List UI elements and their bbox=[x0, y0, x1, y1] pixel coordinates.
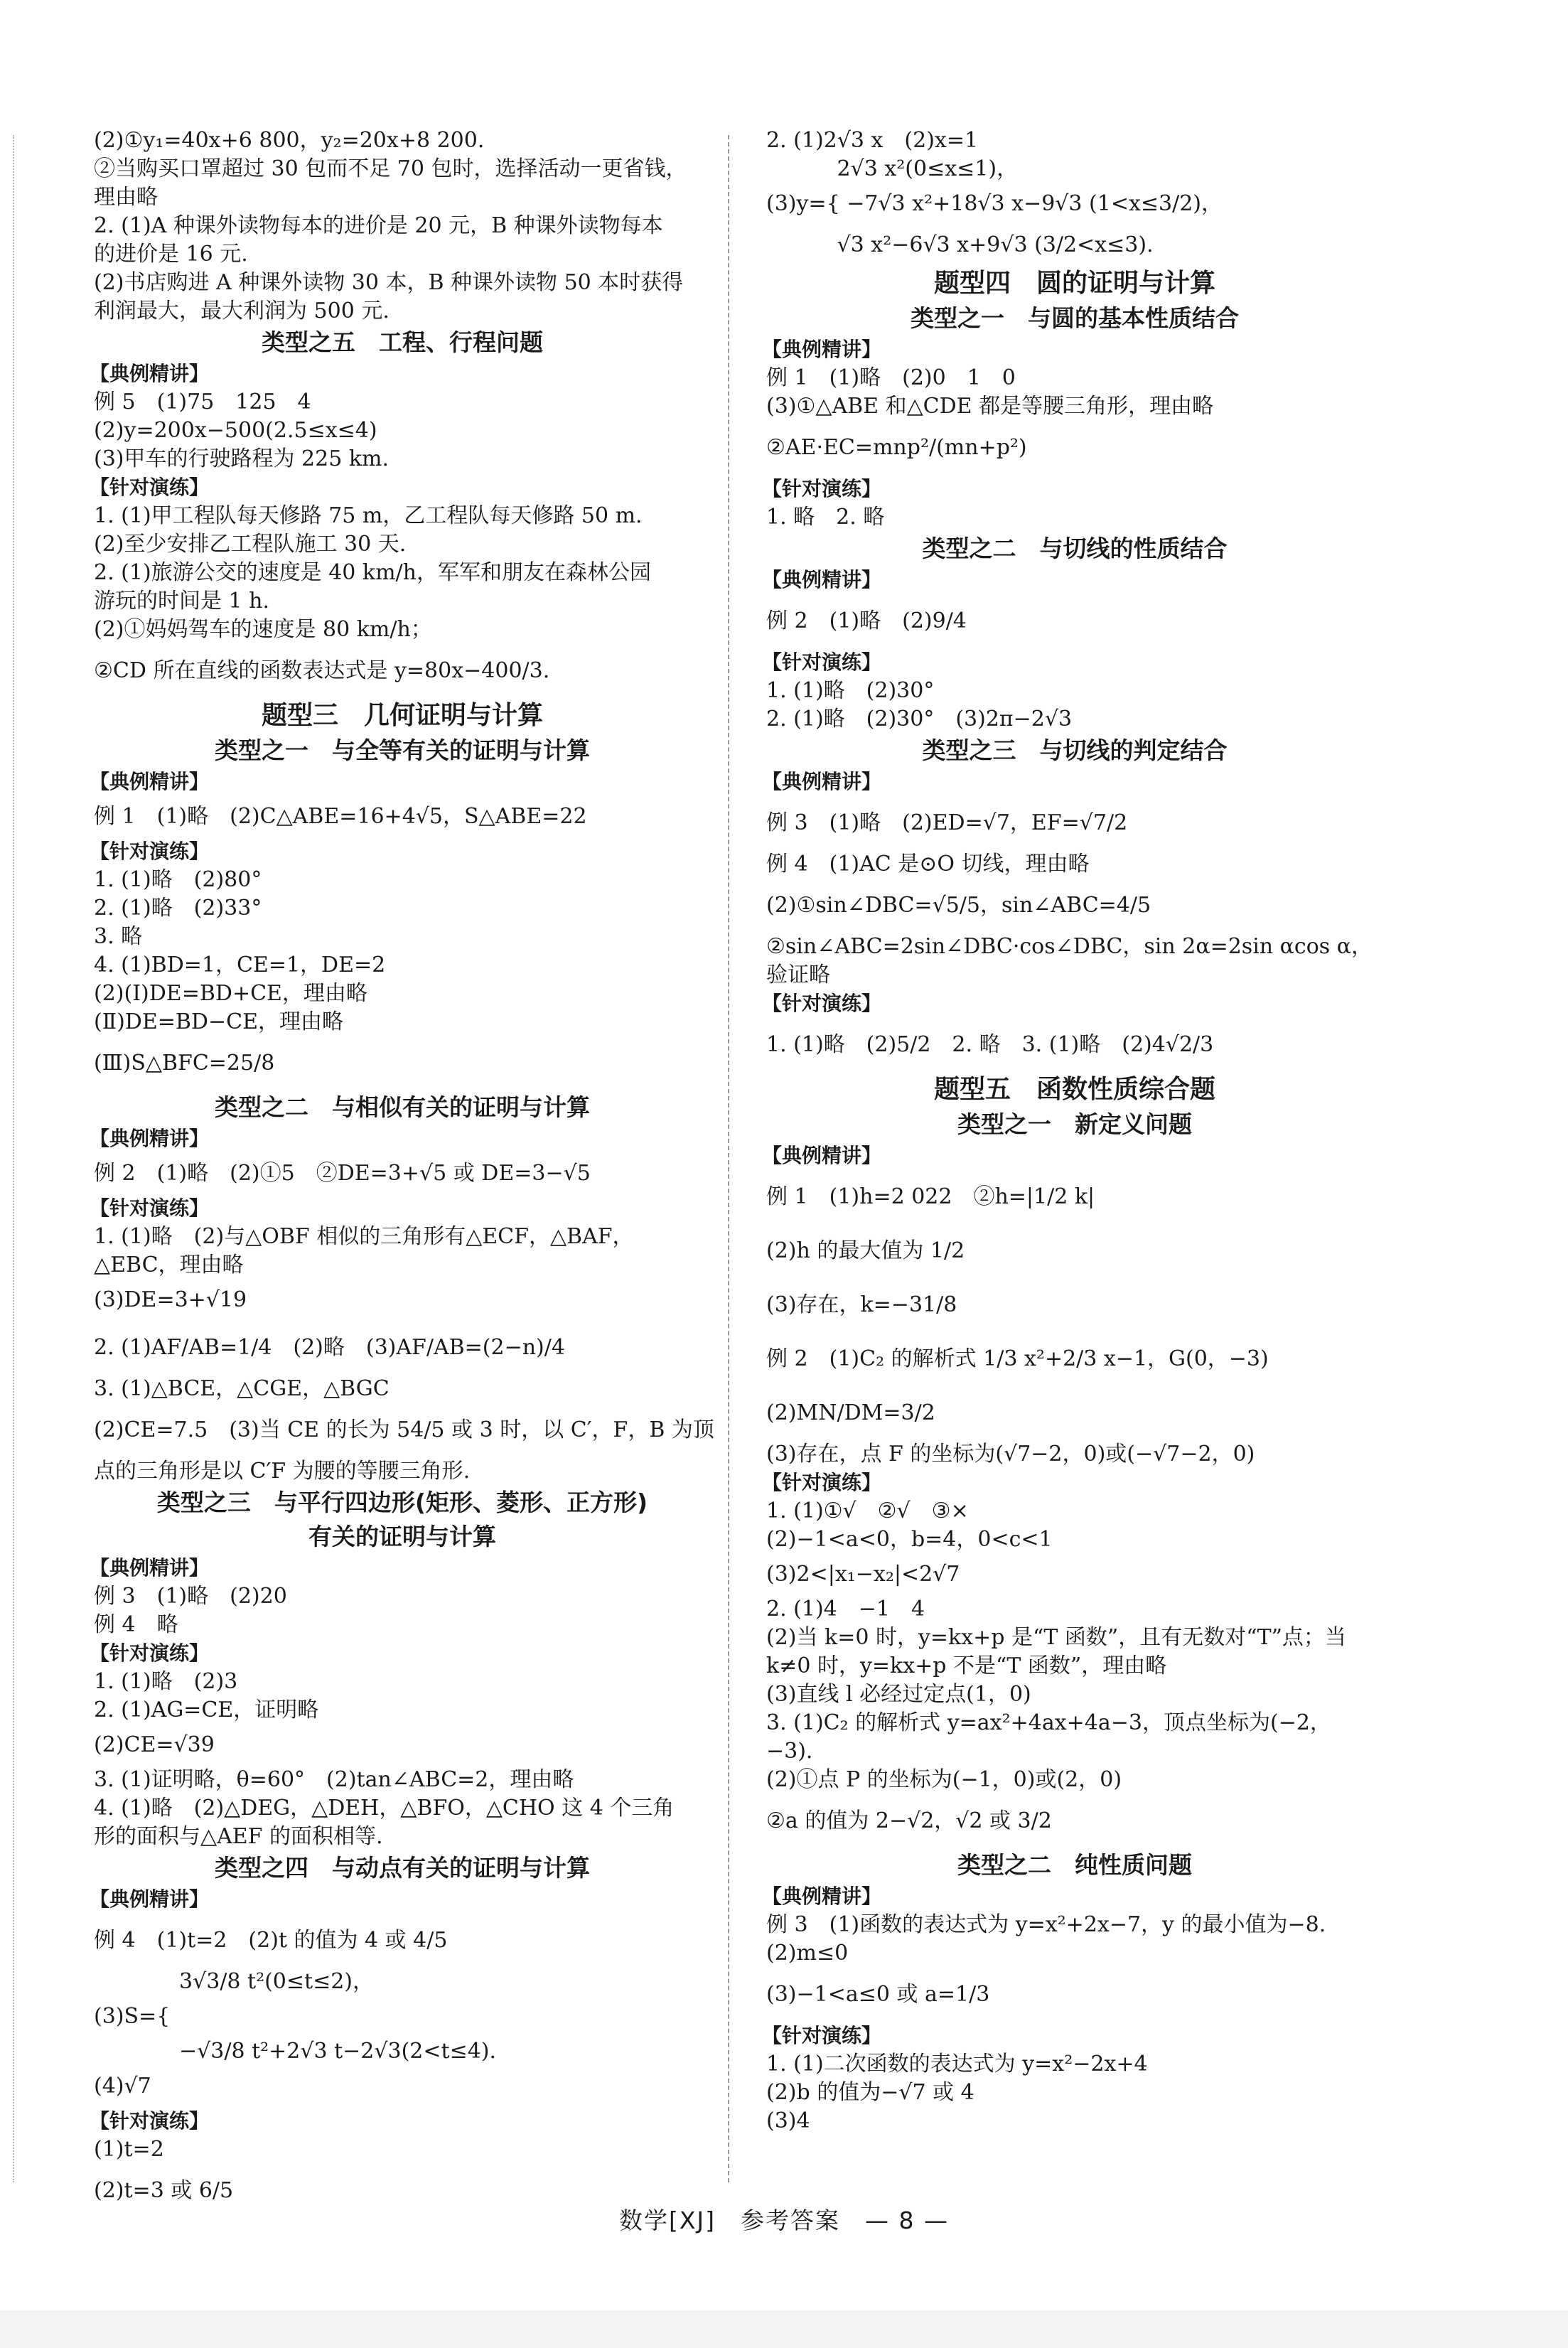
answer-line: (2)h 的最大值为 1/2 bbox=[766, 1238, 965, 1263]
answer-line: 例 1 (1)略 (2)C△ABE=16+4√5，S△ABE=22 bbox=[94, 804, 587, 829]
bracket-label: 【典例精讲】 bbox=[762, 1144, 882, 1167]
answer-line: (3)S={ bbox=[94, 2004, 171, 2029]
answer-line: (3)DE=3+√19 bbox=[94, 1287, 247, 1312]
answer-line: (2)CE=√39 bbox=[94, 1732, 215, 1757]
answer-line: 3. 略 bbox=[94, 924, 143, 949]
bracket-label: 【典例精讲】 bbox=[762, 770, 882, 793]
answer-line: 2. (1)A 种课外读物每本的进价是 20 元，B 种课外读物每本 bbox=[94, 213, 663, 238]
answer-line: (2)−1<a<0，b=4，0<c<1 bbox=[766, 1527, 1053, 1552]
subsection-heading: 有关的证明与计算 bbox=[308, 1523, 496, 1550]
bottom-band bbox=[0, 2310, 1568, 2348]
answer-line: √3 x²−6√3 x+9√3 (3/2<x≤3). bbox=[766, 232, 1154, 257]
answer-line: ②当购买口罩超过 30 包而不足 70 包时，选择活动一更省钱， bbox=[94, 156, 687, 181]
answer-line: ②AE·EC=mnp²/(mn+p²) bbox=[766, 435, 1027, 460]
answer-line: (2)b 的值为−√7 或 4 bbox=[766, 2080, 974, 2105]
answer-line: (Ⅱ)DE=BD−CE，理由略 bbox=[94, 1009, 343, 1034]
answer-line: (3)直线 l 必经过定点(1，0) bbox=[766, 1682, 1031, 1707]
answer-line: (2)m≤0 bbox=[766, 1941, 849, 1966]
bracket-label: 【典例精讲】 bbox=[90, 1887, 210, 1911]
section-heading: 题型五 函数性质综合题 bbox=[933, 1075, 1215, 1104]
answer-line: 形的面积与△AEF 的面积相等. bbox=[94, 1824, 383, 1849]
answer-line: 3. (1)证明略，θ=60° (2)tan∠ABC=2，理由略 bbox=[94, 1767, 574, 1792]
bracket-label: 【典例精讲】 bbox=[90, 362, 210, 385]
section-heading: 题型三 几何证明与计算 bbox=[261, 701, 543, 730]
answer-line: 1. 略 2. 略 bbox=[766, 505, 885, 530]
answer-line: 1. (1)略 (2)5/2 2. 略 3. (1)略 (2)4√2/3 bbox=[766, 1032, 1214, 1057]
left-column bbox=[90, 127, 715, 2218]
subsection-heading: 类型之三 与切线的判定结合 bbox=[922, 736, 1228, 764]
bracket-label: 【针对演练】 bbox=[762, 992, 882, 1015]
answer-line: (3)存在，点 F 的坐标为(√7−2，0)或(−√7−2，0) bbox=[766, 1442, 1255, 1467]
answer-line: (Ⅲ)S△BFC=25/8 bbox=[94, 1051, 275, 1076]
right-column bbox=[762, 127, 1387, 2135]
answer-line: (4)√7 bbox=[94, 2074, 151, 2098]
bracket-label: 【针对演练】 bbox=[762, 650, 882, 674]
answer-line: 例 1 (1)略 (2)0 1 0 bbox=[766, 365, 1016, 390]
answer-line: (3)2<|x₁−x₂|<2√7 bbox=[766, 1562, 960, 1587]
subsection-heading: 类型之二 纯性质问题 bbox=[957, 1851, 1192, 1879]
answer-line: △EBC，理由略 bbox=[94, 1253, 244, 1277]
answer-line: 2. (1)4 −1 4 bbox=[766, 1597, 925, 1621]
answer-line: (2)CE=7.5 (3)当 CE 的长为 54/5 或 3 时，以 C′，F，B 为顶 bbox=[94, 1417, 714, 1442]
bracket-label: 【针对演练】 bbox=[90, 1641, 210, 1665]
answer-line: 1. (1)甲工程队每天修路 75 m，乙工程队每天修路 50 m. bbox=[94, 503, 643, 528]
bracket-label: 【典例精讲】 bbox=[762, 338, 882, 361]
answer-line: (2)MN/DM=3/2 bbox=[766, 1400, 935, 1425]
answer-line: (3)y={ −7√3 x²+18√3 x−9√3 (1<x≤3/2)， bbox=[766, 191, 1223, 216]
answer-line: 的进价是 16 元. bbox=[94, 242, 248, 267]
answer-line: k≠0 时，y=kx+p 不是“T 函数”，理由略 bbox=[766, 1653, 1167, 1678]
answer-line: 例 2 (1)略 (2)①5 ②DE=3+√5 或 DE=3−√5 bbox=[94, 1161, 591, 1186]
answer-line: 3√3/8 t²(0≤t≤2)， bbox=[94, 1969, 375, 1994]
answer-line: 2. (1)AG=CE，证明略 bbox=[94, 1698, 319, 1722]
bracket-label: 【针对演练】 bbox=[90, 840, 210, 863]
bracket-label: 【典例精讲】 bbox=[762, 1885, 882, 1908]
answer-line: 2. (1)略 (2)30° (3)2π−2√3 bbox=[766, 707, 1073, 731]
answer-line: 1. (1)略 (2)30° bbox=[766, 678, 935, 703]
answer-line: −3). bbox=[766, 1739, 813, 1764]
answer-line: (2)①sin∠DBC=√5/5，sin∠ABC=4/5 bbox=[766, 893, 1151, 918]
answer-line: 3. (1)C₂ 的解析式 y=ax²+4ax+4a−3，顶点坐标为(−2， bbox=[766, 1710, 1331, 1735]
answer-line: −√3/8 t²+2√3 t−2√3(2<t≤4). bbox=[94, 2039, 497, 2064]
answer-line: 1. (1)略 (2)3 bbox=[94, 1669, 238, 1694]
answer-line: 1. (1)略 (2)与△OBF 相似的三角形有△ECF，△BAF， bbox=[94, 1224, 634, 1249]
bracket-label: 【典例精讲】 bbox=[762, 568, 882, 591]
answer-line: 例 2 (1)C₂ 的解析式 1/3 x²+2/3 x−1，G(0，−3) bbox=[766, 1346, 1269, 1371]
bracket-label: 【针对演练】 bbox=[90, 1196, 210, 1220]
subsection-heading: 类型之五 工程、行程问题 bbox=[262, 328, 543, 356]
answer-line: (3)存在，k=−31/8 bbox=[766, 1292, 957, 1317]
answer-line: 例 4 (1)t=2 (2)t 的值为 4 或 4/5 bbox=[94, 1928, 448, 1953]
answer-line: 游玩的时间是 1 h. bbox=[94, 589, 270, 613]
answer-line: 1. (1)①√ ②√ ③× bbox=[766, 1499, 969, 1523]
bracket-label: 【典例精讲】 bbox=[90, 1556, 210, 1580]
answer-line: 2. (1)略 (2)33° bbox=[94, 896, 262, 921]
column-divider bbox=[728, 135, 729, 2182]
answer-line: 点的三角形是以 C′F 为腰的等腰三角形. bbox=[94, 1459, 471, 1484]
answer-line: (2)(Ⅰ)DE=BD+CE，理由略 bbox=[94, 981, 367, 1006]
answer-line: (3)①△ABE 和△CDE 都是等腰三角形，理由略 bbox=[766, 394, 1214, 419]
answer-line: 2. (1)旅游公交的速度是 40 km/h，军军和朋友在森林公园 bbox=[94, 560, 651, 585]
subsection-heading: 类型之二 与相似有关的证明与计算 bbox=[215, 1093, 590, 1121]
bracket-label: 【针对演练】 bbox=[762, 477, 882, 500]
answer-line: 2. (1)AF/AB=1/4 (2)略 (3)AF/AB=(2−n)/4 bbox=[94, 1335, 565, 1360]
answer-line: 利润最大，最大利润为 500 元. bbox=[94, 299, 390, 323]
answer-line: 2√3 x²(0≤x≤1)， bbox=[766, 156, 1019, 181]
bracket-label: 【典例精讲】 bbox=[90, 770, 210, 793]
bracket-label: 【针对演练】 bbox=[762, 2024, 882, 2047]
answer-line: ②a 的值为 2−√2，√2 或 3/2 bbox=[766, 1808, 1052, 1833]
answer-line: (3)甲车的行驶路程为 225 km. bbox=[94, 446, 389, 471]
answer-line: (2)①y₁=40x+6 800，y₂=20x+8 200. bbox=[94, 128, 485, 153]
answer-line: (2)书店购进 A 种课外读物 30 本，B 种课外读物 50 本时获得 bbox=[94, 270, 684, 295]
answer-line: 例 2 (1)略 (2)9/4 bbox=[766, 609, 967, 633]
answer-line: 验证略 bbox=[766, 963, 830, 987]
answer-line: 例 5 (1)75 125 4 bbox=[94, 390, 311, 414]
answer-line: 例 3 (1)略 (2)20 bbox=[94, 1584, 287, 1609]
answer-line: (2)t=3 或 6/5 bbox=[94, 2178, 234, 2203]
answer-line: (2)①点 P 的坐标为(−1，0)或(2，0) bbox=[766, 1767, 1122, 1792]
bracket-label: 【针对演练】 bbox=[90, 476, 210, 499]
left-margin-line bbox=[13, 135, 14, 2182]
subsection-heading: 类型之一 新定义问题 bbox=[957, 1110, 1192, 1138]
answer-line: (2)当 k=0 时，y=kx+p 是“T 函数”，且有无数对“T”点；当 bbox=[766, 1625, 1346, 1650]
answer-line: 1. (1)略 (2)80° bbox=[94, 867, 262, 892]
section-heading: 题型四 圆的证明与计算 bbox=[933, 269, 1215, 298]
answer-line: (3)−1<a≤0 或 a=1/3 bbox=[766, 1982, 990, 2007]
answer-line: 例 4 略 bbox=[94, 1612, 178, 1637]
answer-line: ②sin∠ABC=2sin∠DBC·cos∠DBC，sin 2α=2sin αcos α， bbox=[766, 934, 1373, 959]
answer-line: (3)4 bbox=[766, 2108, 810, 2133]
answer-line: 例 1 (1)h=2 022 ②h=|1/2 k| bbox=[766, 1184, 1095, 1209]
answer-line: 理由略 bbox=[94, 185, 158, 210]
answer-line: (2)至少安排乙工程队施工 30 天. bbox=[94, 532, 407, 557]
answer-line: 1. (1)二次函数的表达式为 y=x²−2x+4 bbox=[766, 2052, 1148, 2076]
subsection-heading: 类型之二 与切线的性质结合 bbox=[922, 535, 1228, 562]
answer-line: ②CD 所在直线的函数表达式是 y=80x−400/3. bbox=[94, 658, 550, 683]
answer-line: (1)t=2 bbox=[94, 2137, 164, 2162]
answer-line: 4. (1)BD=1，CE=1，DE=2 bbox=[94, 953, 386, 977]
bracket-label: 【典例精讲】 bbox=[90, 1127, 210, 1150]
bracket-label: 【针对演练】 bbox=[90, 2109, 210, 2133]
answer-line: 4. (1)略 (2)△DEG，△DEH，△BFO，△CHO 这 4 个三角 bbox=[94, 1796, 675, 1821]
answer-line: (2)y=200x−500(2.5≤x≤4) bbox=[94, 418, 377, 443]
bracket-label: 【针对演练】 bbox=[762, 1471, 882, 1494]
page-footer: 数学[XJ] 参考答案 — 8 — bbox=[618, 2207, 950, 2234]
subsection-heading: 类型之一 与全等有关的证明与计算 bbox=[215, 736, 590, 764]
answer-line: 2. (1)2√3 x (2)x=1 bbox=[766, 128, 979, 153]
answer-line: 例 4 (1)AC 是⊙O 切线，理由略 bbox=[766, 852, 1090, 877]
answer-line: 3. (1)△BCE，△CGE，△BGC bbox=[94, 1376, 390, 1401]
subsection-heading: 类型之四 与动点有关的证明与计算 bbox=[215, 1854, 590, 1882]
answer-line: 例 3 (1)函数的表达式为 y=x²+2x−7，y 的最小值为−8. bbox=[766, 1912, 1326, 1937]
subsection-heading: 类型之一 与圆的基本性质结合 bbox=[911, 304, 1239, 332]
answer-line: (2)①妈妈驾车的速度是 80 km/h； bbox=[94, 617, 432, 642]
subsection-heading: 类型之三 与平行四边形(矩形、菱形、正方形) bbox=[156, 1489, 648, 1516]
answer-line: 例 3 (1)略 (2)ED=√7，EF=√7/2 bbox=[766, 810, 1128, 835]
